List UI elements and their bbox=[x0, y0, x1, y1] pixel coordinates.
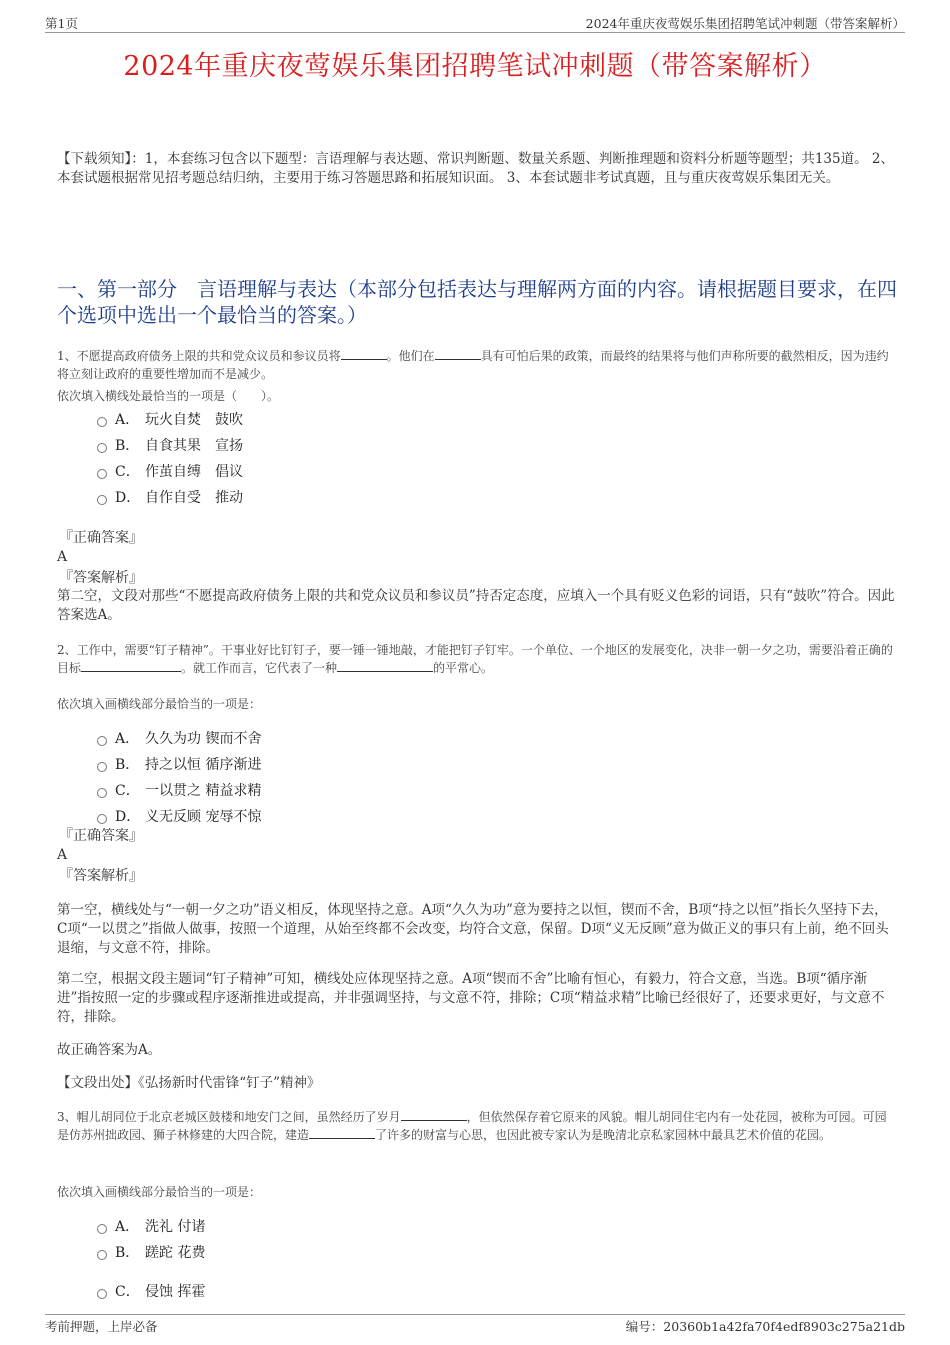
blank-line bbox=[401, 1108, 467, 1121]
q2-option-d[interactable]: D． 义无反顾 宠辱不惊 bbox=[97, 807, 261, 827]
radio-icon[interactable] bbox=[97, 1224, 107, 1234]
q2-answer: A bbox=[57, 847, 68, 863]
blank-line bbox=[341, 347, 387, 360]
q1-answer: A bbox=[57, 549, 68, 565]
question-3-stem bbox=[57, 1108, 897, 1144]
q1-option-c[interactable]: C． 作茧自缚 倡议 bbox=[97, 462, 243, 482]
q3-text-part2: ，但依然保存着它原来的风貌。帽儿胡同住宅内有一处花园，被称为可园。可园是仿苏州拙政园、狮子林修建的大四合院，建造 bbox=[57, 1110, 887, 1142]
blank-line bbox=[309, 1126, 375, 1139]
page-number: 第1页 bbox=[45, 16, 78, 31]
q3-text-part1: 3、帽儿胡同位于北京老城区鼓楼和地安门之间，虽然经历了岁月 bbox=[57, 1110, 401, 1124]
download-notice: 【下载须知】：1，本套练习包含以下题型：言语理解与表达题、常识判断题、数量关系题、判断推理题和资料分析题等题型；共135道。 2、本套试题根据常见招考题总结归纳，主要用于练习答题思路和拓展知识面。 3、本套试题非考试真题，且与重庆夜莺娱乐集团无关。 bbox=[57, 151, 894, 186]
q2-option-b[interactable]: B． 持之以恒 循序渐进 bbox=[97, 755, 261, 775]
section-heading: 一、第一部分 言语理解与表达（本部分包括表达与理解两方面的内容。请根据题目要求，在四个选项中选出一个最恰当的答案。） bbox=[57, 277, 897, 327]
q2-option-a[interactable]: A． 久久为功 锲而不舍 bbox=[97, 729, 261, 749]
radio-icon[interactable] bbox=[97, 469, 107, 479]
q2-analysis-label: 『答案解析』 bbox=[59, 868, 143, 884]
header-doc-title: 2024年重庆夜莺娱乐集团招聘笔试冲刺题（带答案解析） bbox=[585, 16, 905, 31]
radio-icon[interactable] bbox=[97, 443, 107, 453]
radio-icon[interactable] bbox=[97, 736, 107, 746]
blank-line bbox=[81, 659, 181, 672]
q1-analysis: 第二空，文段对那些“不愿提高政府债务上限的共和党众议员和参议员”持否定态度，应填入一个具有贬义色彩的词语，只有“鼓吹”符合。因此答案选A。 bbox=[57, 588, 895, 623]
q3-text-part3: 了许多的财富与心思，也因此被专家认为是晚清北京私家园林中最具艺术价值的花园。 bbox=[375, 1128, 832, 1142]
q2-conclusion: 故正确答案为A。 bbox=[57, 1042, 162, 1058]
q1-text-part3: 具有可怕后果的政策，而最终的结果将与他们声称所要的截然相反，因为违约将立刻让政府的重要性增加而不是减少。 bbox=[57, 349, 889, 381]
q3-prompt: 依次填入画横线部分最恰当的一项是： bbox=[57, 1185, 262, 1199]
q1-text-part1: 1、不愿提高政府债务上限的共和党众议员和参议员将 bbox=[57, 349, 341, 363]
q2-analysis-1: 第一空，横线处与“一朝一夕之功”语义相反，体现坚持之意。A项“久久为功”意为要持之以恒，锲而不舍，B项“持之以恒”指长久坚持下去，C项“一以贯之”指做人做事，按照一个道理，从始至终都不会改变，均符合文意，保留。D项“义无反顾”意为做正义的事只有上前，绝不回头退缩，与文意不符，排除。 bbox=[57, 902, 889, 956]
q2-text-part2: 。就工作而言，它代表了一种 bbox=[181, 661, 338, 675]
radio-icon[interactable] bbox=[97, 1289, 107, 1299]
page-footer bbox=[45, 1314, 905, 1335]
radio-icon[interactable] bbox=[97, 762, 107, 772]
q1-answer-label: 『正确答案』 bbox=[59, 530, 143, 546]
radio-icon[interactable] bbox=[97, 495, 107, 505]
q2-text-part3: 的平常心。 bbox=[433, 661, 494, 675]
blank-line bbox=[337, 659, 433, 672]
blank-line bbox=[435, 347, 481, 360]
footer-slogan: 考前押题，上岸必备 bbox=[45, 1319, 158, 1334]
q2-prompt: 依次填入画横线部分最恰当的一项是： bbox=[57, 697, 262, 711]
radio-icon[interactable] bbox=[97, 788, 107, 798]
q3-option-c[interactable]: C． 侵蚀 挥霍 bbox=[97, 1282, 205, 1302]
radio-icon[interactable] bbox=[97, 417, 107, 427]
q2-answer-label: 『正确答案』 bbox=[59, 828, 143, 844]
question-1-stem bbox=[57, 347, 897, 383]
q1-prompt: 依次填入横线处最恰当的一项是（ ）。 bbox=[57, 389, 280, 403]
q2-option-c[interactable]: C． 一以贯之 精益求精 bbox=[97, 781, 261, 801]
footer-serial: 编号：20360b1a42fa70f4edf8903c275a21db bbox=[625, 1319, 905, 1334]
q3-option-a[interactable]: A． 洗礼 付诸 bbox=[97, 1217, 205, 1237]
radio-icon[interactable] bbox=[97, 1250, 107, 1260]
q2-source: 【文段出处】《弘扬新时代雷锋“钉子”精神》 bbox=[57, 1075, 321, 1091]
q1-option-a[interactable]: A． 玩火自焚 鼓吹 bbox=[97, 410, 243, 430]
q2-text-part1: 2、工作中，需要“钉子精神”。干事业好比钉钉子，要一锤一锤地敲，才能把钉子钉牢。一个单位、一个地区的发展变化，决非一朝一夕之功，需要沿着正确的目标 bbox=[57, 643, 893, 675]
q3-option-b[interactable]: B． 蹉跎 花费 bbox=[97, 1243, 205, 1263]
q1-analysis-label: 『答案解析』 bbox=[59, 570, 143, 586]
q2-analysis-2: 第二空，根据文段主题词“钉子精神”可知，横线处应体现坚持之意。A项“锲而不舍”比喻有恒心，有毅力，符合文意，当选。B项“循序渐进”指按照一定的步骤或程序逐渐推进或提高，并非强调坚持，与文意不符，排除；C项“精益求精”比喻已经很好了，还要求更好，与文意不符，排除。 bbox=[57, 971, 885, 1025]
page-header bbox=[45, 14, 905, 33]
q1-text-part2: 。他们在 bbox=[386, 349, 435, 363]
q1-option-b[interactable]: B． 自食其果 宣扬 bbox=[97, 436, 243, 456]
question-2-stem bbox=[57, 641, 897, 677]
q1-option-d[interactable]: D． 自作自受 推动 bbox=[97, 488, 243, 508]
document-title: 2024年重庆夜莺娱乐集团招聘笔试冲刺题（带答案解析） bbox=[123, 51, 827, 82]
radio-icon[interactable] bbox=[97, 814, 107, 824]
